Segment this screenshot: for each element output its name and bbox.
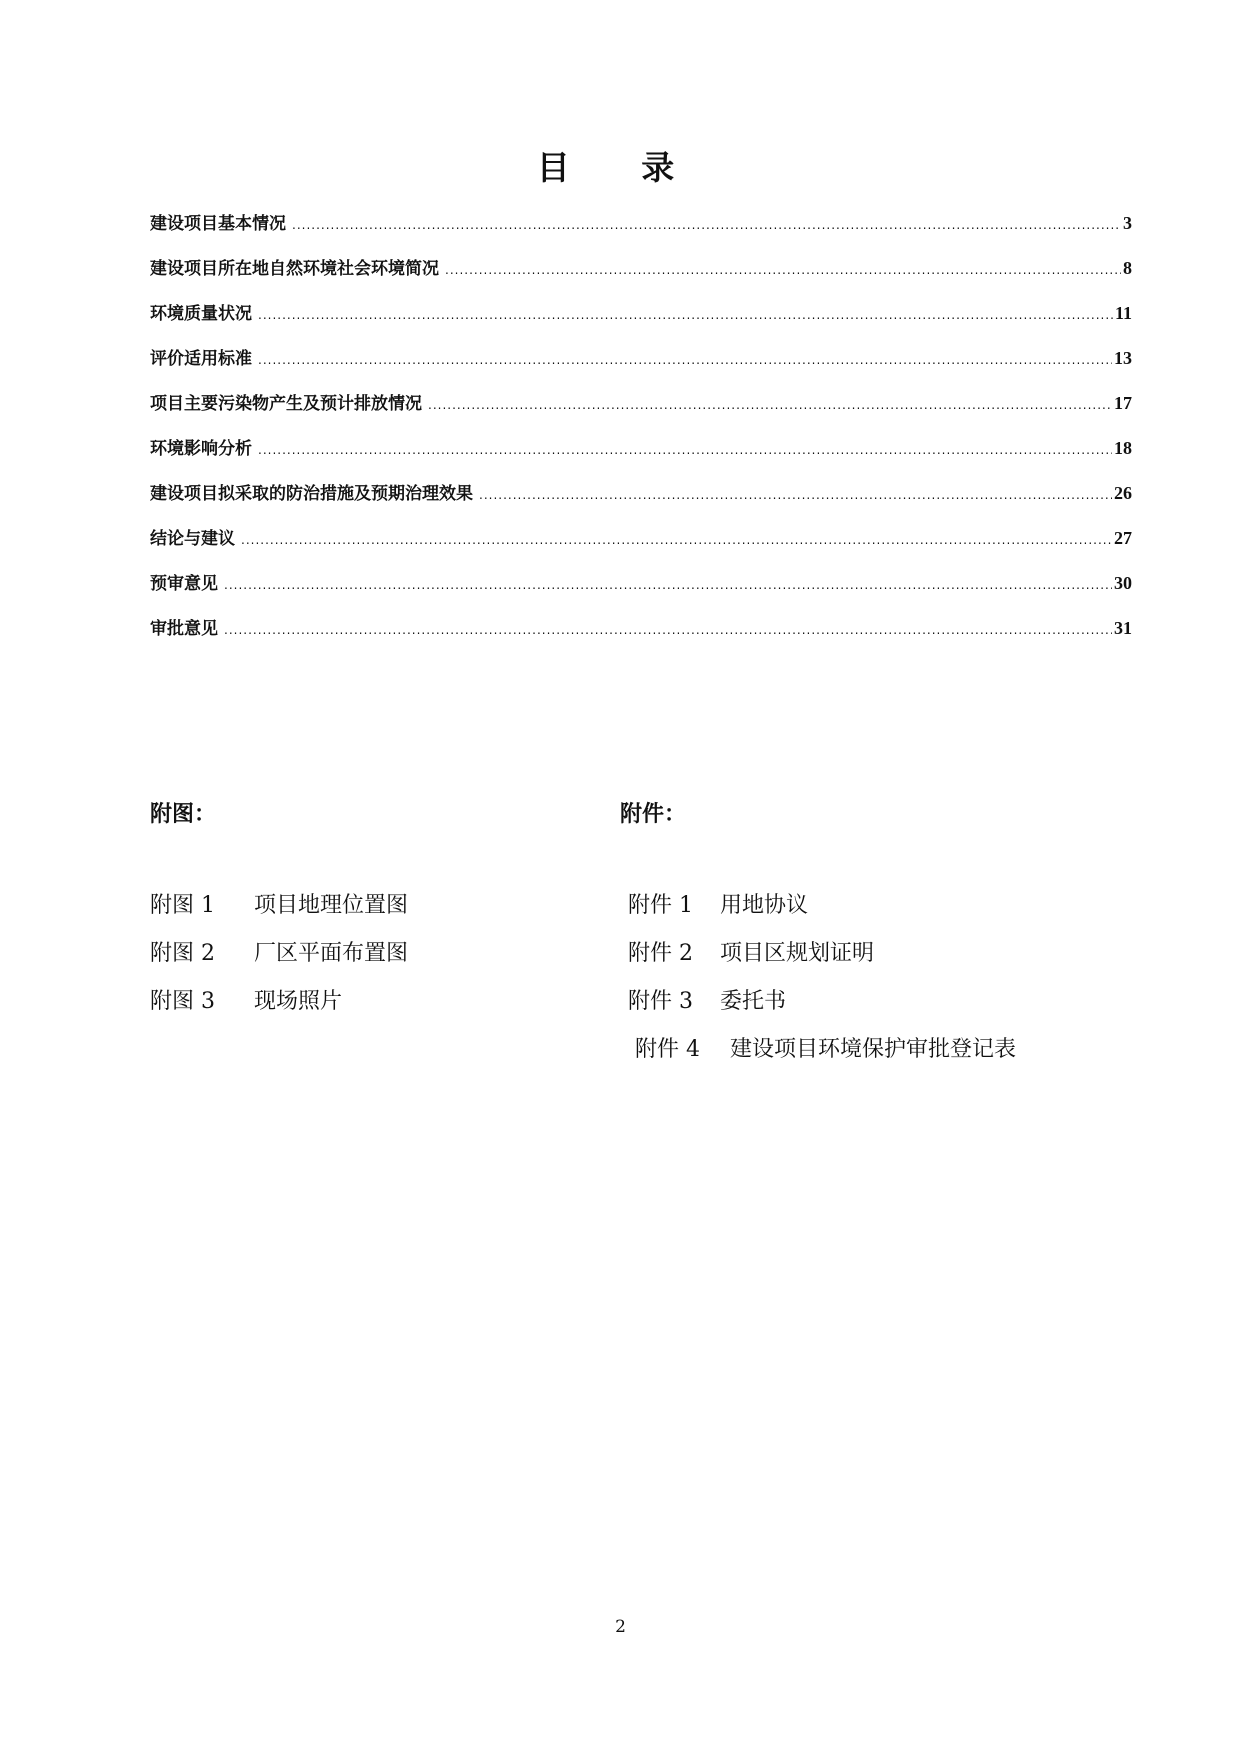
attachment-item: [628, 882, 1016, 930]
toc-leader-dots: [258, 437, 1112, 463]
toc-entry-page: 8: [1123, 258, 1132, 278]
toc-entry-page: 13: [1114, 348, 1132, 368]
toc-entry-label: 建设项目所在地自然环境社会环境简况: [150, 259, 439, 279]
toc-entry-page: 27: [1114, 528, 1132, 548]
toc-entry-label: 审批意见: [150, 619, 218, 639]
toc-leader-dots: [292, 212, 1121, 238]
attachment-number: 附件 3: [628, 989, 693, 1014]
toc-entry-page: 18: [1114, 438, 1132, 458]
attachments-list: [628, 882, 1016, 1074]
figures-heading: 附图：: [150, 802, 217, 827]
toc-entry-label: 结论与建议: [150, 529, 235, 549]
page-title: 目 录: [536, 148, 705, 187]
toc-entry[interactable]: [150, 345, 1132, 390]
toc-entry[interactable]: [150, 300, 1132, 345]
toc-leader-dots: [258, 347, 1112, 373]
figure-label: 项目地理位置图: [254, 893, 409, 918]
attachment-number: 附件 1: [628, 893, 693, 918]
toc-entry-label: 建设项目拟采取的防治措施及预期治理效果: [150, 484, 473, 504]
toc-entry[interactable]: [150, 390, 1132, 435]
attachment-number: 附件 2: [628, 941, 693, 966]
toc-entry[interactable]: [150, 210, 1132, 255]
figure-item: [150, 882, 408, 930]
toc-entry-label: 项目主要污染物产生及预计排放情况: [150, 394, 422, 414]
figure-label: 厂区平面布置图: [254, 941, 409, 966]
toc-entry-page: 17: [1114, 393, 1132, 413]
toc-entry-page: 3: [1123, 213, 1132, 233]
figure-number: 附图 3: [150, 989, 215, 1014]
toc-leader-dots: [479, 482, 1112, 508]
figure-number: 附图 1: [150, 893, 215, 918]
toc-leader-dots: [445, 257, 1121, 283]
toc-entry-label: 环境质量状况: [150, 304, 252, 324]
toc-entry-page: 26: [1114, 483, 1132, 503]
attachment-label: 用地协议: [720, 893, 809, 918]
toc-entry[interactable]: [150, 525, 1132, 570]
toc-leader-dots: [241, 527, 1112, 553]
toc-entry[interactable]: [150, 615, 1132, 660]
toc-entry-page: 30: [1114, 573, 1132, 593]
attachment-item: [628, 930, 1016, 978]
toc-entry-label: 环境影响分析: [150, 439, 252, 459]
toc-entry-page: 11: [1114, 303, 1132, 323]
toc-entry-label: 预审意见: [150, 574, 218, 594]
toc-entry-page: 31: [1114, 618, 1132, 638]
figure-item: [150, 978, 408, 1026]
toc-entry[interactable]: [150, 435, 1132, 480]
toc-leader-dots: [258, 302, 1113, 328]
toc-entry[interactable]: [150, 255, 1132, 300]
toc-entry-label: 评价适用标准: [150, 349, 252, 369]
table-of-contents: [150, 210, 1132, 660]
attachment-number: 附件 4: [635, 1037, 700, 1062]
attachments-heading: 附件：: [620, 802, 687, 827]
toc-entry[interactable]: [150, 480, 1132, 525]
toc-leader-dots: [224, 617, 1112, 643]
figure-item: [150, 930, 408, 978]
toc-entry-label: 建设项目基本情况: [150, 214, 286, 234]
attachment-label: 建设项目环境保护审批登记表: [730, 1037, 1017, 1062]
attachment-item: [635, 1026, 1016, 1074]
attachment-label: 项目区规划证明: [720, 941, 875, 966]
page-number: 2: [615, 1617, 626, 1637]
figure-label: 现场照片: [254, 989, 343, 1014]
toc-leader-dots: [428, 392, 1112, 418]
toc-leader-dots: [224, 572, 1112, 598]
attachment-label: 委托书: [720, 989, 787, 1014]
figures-list: [150, 882, 408, 1026]
toc-entry[interactable]: [150, 570, 1132, 615]
attachment-item: [628, 978, 1016, 1026]
figure-number: 附图 2: [150, 941, 215, 966]
